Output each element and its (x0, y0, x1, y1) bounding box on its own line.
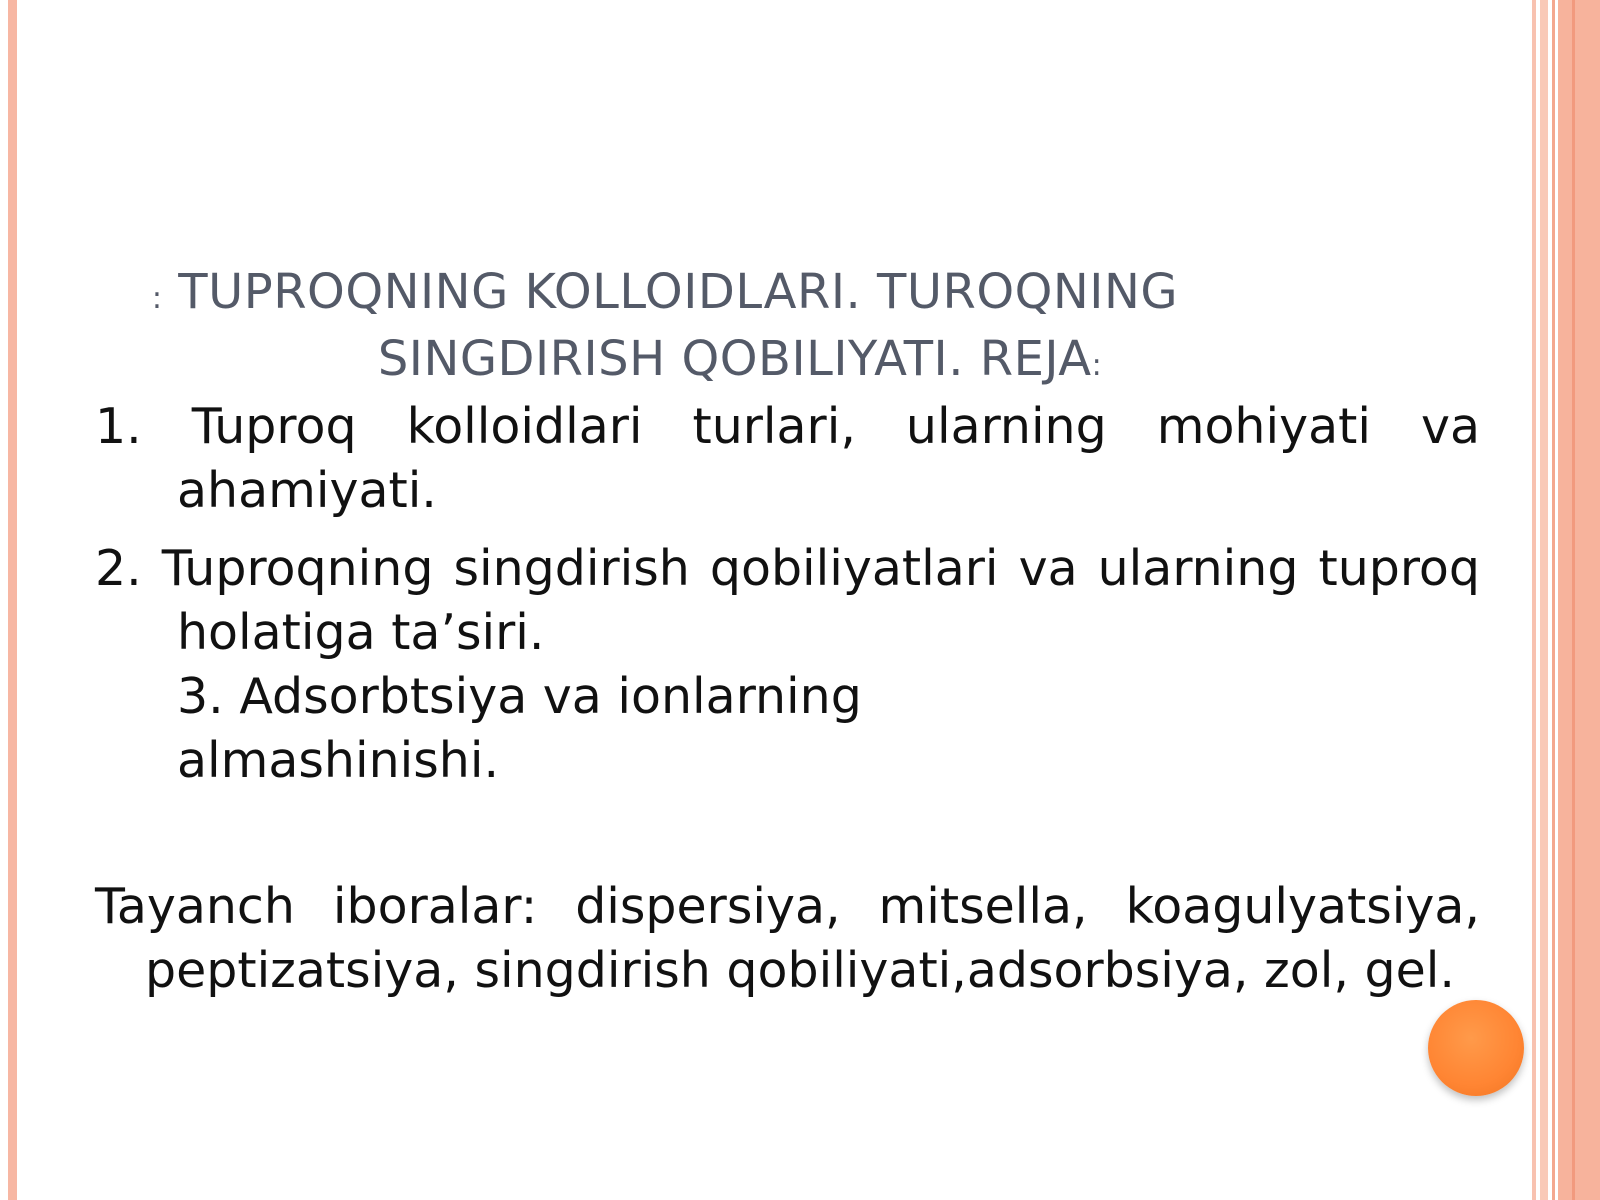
key-terms: Tayanch iboralar: dispersiya, mitsella, koagulyatsiya, peptizatsiya, singdirish qobiliyati,adsorbsiya, zol, gel. (95, 878, 1480, 999)
title-suffix: : (1091, 348, 1103, 383)
slide-title (120, 262, 1360, 396)
right-border-stripe-1 (1532, 0, 1536, 1200)
plan-item-2: 2. Tuproqning singdirish qobiliyatlari va ularning tuproq holatiga ta’siri. (95, 540, 1480, 661)
title-line-2-text: SINGDIRISH QOBILIYATI. REJA (377, 331, 1092, 387)
orange-circle-decoration (1428, 1000, 1524, 1096)
slide-body (95, 395, 1480, 1052)
left-border-stripe (8, 0, 17, 1200)
right-border-stripe-5 (1572, 0, 1575, 1200)
title-line-1-text: TUPROQNING KOLLOIDLARI. TUROQNING (162, 264, 1179, 320)
right-border-stripe-2 (1540, 0, 1548, 1200)
plan-item-3-line-2: almashinishi. (177, 732, 500, 789)
title-line-2 (120, 329, 1360, 396)
plan-item-3 (95, 665, 1480, 793)
title-line-1 (120, 262, 1360, 329)
right-border-stripe-4 (1558, 0, 1600, 1200)
title-prefix: : (151, 281, 163, 316)
plan-item-1: 1. Tuproq kolloidlari turlari, ularning mohiyati va ahamiyati. (95, 398, 1480, 519)
right-border-stripe-3 (1552, 0, 1555, 1200)
plan-item-3-line-1: 3. Adsorbtsiya va ionlarning (177, 668, 862, 725)
